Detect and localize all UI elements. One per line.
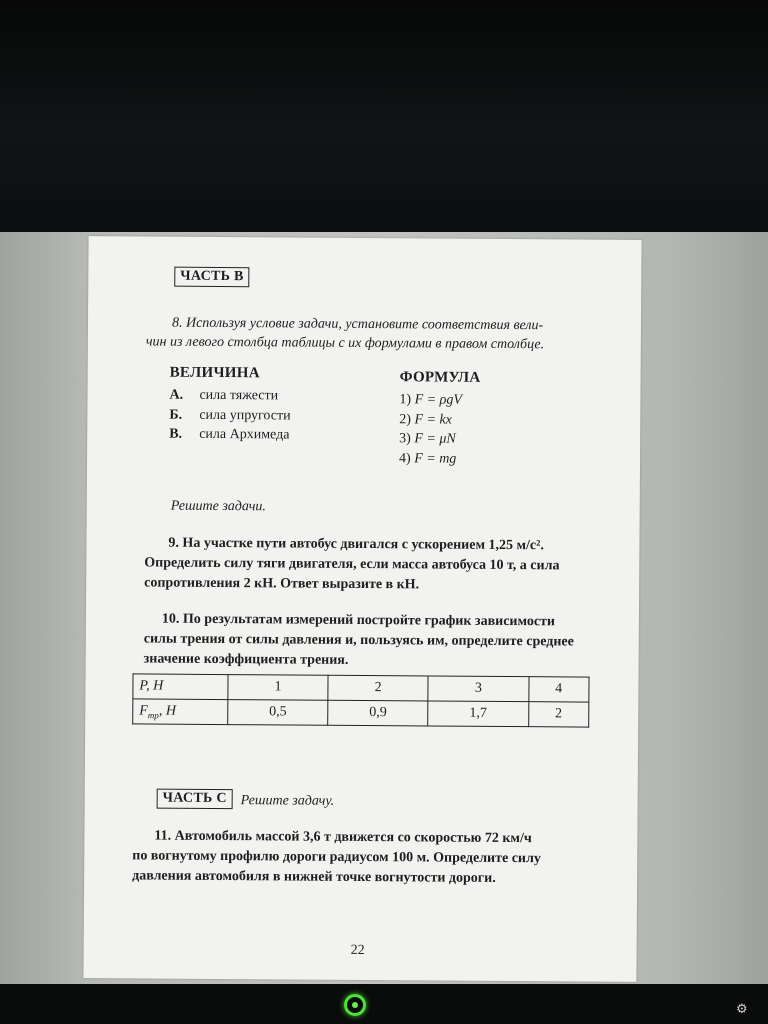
task-8-text-1: Используя условие задачи, установите соответствия вели- xyxy=(185,315,544,334)
task-10-line-3: значение коэффициента трения. xyxy=(143,651,349,668)
table-cell: 1,7 xyxy=(428,701,528,727)
task-10-line-1 xyxy=(162,610,555,632)
task-11-line-3: давления автомобиля в нижней точке вогнутости дороги. xyxy=(132,868,496,886)
document-page xyxy=(83,236,641,982)
task-8-line-2: чин из левого столбца таблицы с их формулами в правом столбце. xyxy=(145,334,545,353)
formula-column-header: ФОРМУЛА xyxy=(399,369,481,386)
formula-item: 3) F = μN xyxy=(399,431,456,447)
quantity-column-header: ВЕЛИЧИНА xyxy=(169,364,260,382)
task-8-number: 8. xyxy=(171,315,183,331)
table-cell: 2 xyxy=(328,675,428,701)
task-11-line-1 xyxy=(154,827,531,849)
table-cell: 0,5 xyxy=(228,700,328,726)
home-button-icon[interactable] xyxy=(344,994,366,1016)
table-cell: 4 xyxy=(528,677,589,702)
task-10-text-1: По результатам измерений постройте график зависимости xyxy=(182,611,556,630)
formula-item: 4) F = mg xyxy=(399,450,457,467)
table-row xyxy=(133,674,589,702)
quantity-list xyxy=(169,386,291,445)
part-b-label: ЧАСТЬ В xyxy=(174,267,249,288)
device-bezel-bottom xyxy=(0,984,768,1024)
task-11-number: 11. xyxy=(154,828,172,844)
task-9-line-1 xyxy=(168,534,544,556)
task-10-number: 10. xyxy=(161,611,180,627)
table-cell: 0,9 xyxy=(328,700,428,726)
task-10-line-2: силы трения от силы давления и, пользуясь им, определите среднее xyxy=(143,631,574,650)
part-c-prompt: Решите задачу. xyxy=(240,793,335,809)
measurement-table xyxy=(132,673,589,727)
formula-item: 2) F = kx xyxy=(399,411,452,428)
task-9-line-3: сопротивления 2 кН. Ответ выразите в кН. xyxy=(144,575,420,593)
quantity-item: Б. сила упругости xyxy=(169,407,291,423)
quantity-item: А. сила тяжести xyxy=(169,387,279,404)
table-cell: 1 xyxy=(228,675,328,701)
solve-prompt: Решите задачи. xyxy=(170,498,266,515)
task-9-text-1: На участке пути автобус двигался с ускорением 1,25 м/с². xyxy=(182,535,544,554)
quantity-item: В. сила Архимеда xyxy=(169,426,290,443)
table-row-label: $F_{тр}$, Н xyxy=(133,699,228,725)
formula-item: 1) F = ρgV xyxy=(399,392,462,408)
task-8-line-1 xyxy=(172,314,543,336)
table-row xyxy=(133,699,589,727)
task-11-line-2: по вогнутому профилю дороги радиусом 100 м. Определите силу xyxy=(132,848,541,867)
part-c-label: ЧАСТЬ С xyxy=(157,789,233,810)
page-number: 22 xyxy=(350,942,365,959)
task-11-text-1: Автомобиль массой 3,6 т движется со скоростью 72 км/ч xyxy=(174,828,532,847)
formula-list xyxy=(399,390,462,468)
table-cell: 3 xyxy=(428,676,528,702)
system-tray-icon[interactable]: ⚙ xyxy=(736,1002,748,1017)
table-cell: 2 xyxy=(528,702,589,727)
table-row-label: P, Н xyxy=(133,674,228,700)
device-bezel-top xyxy=(0,0,768,232)
task-9-line-2: Определить силу тяги двигателя, если масса автобуса 10 т, а сила xyxy=(144,555,560,574)
task-9-number: 9. xyxy=(168,535,180,551)
